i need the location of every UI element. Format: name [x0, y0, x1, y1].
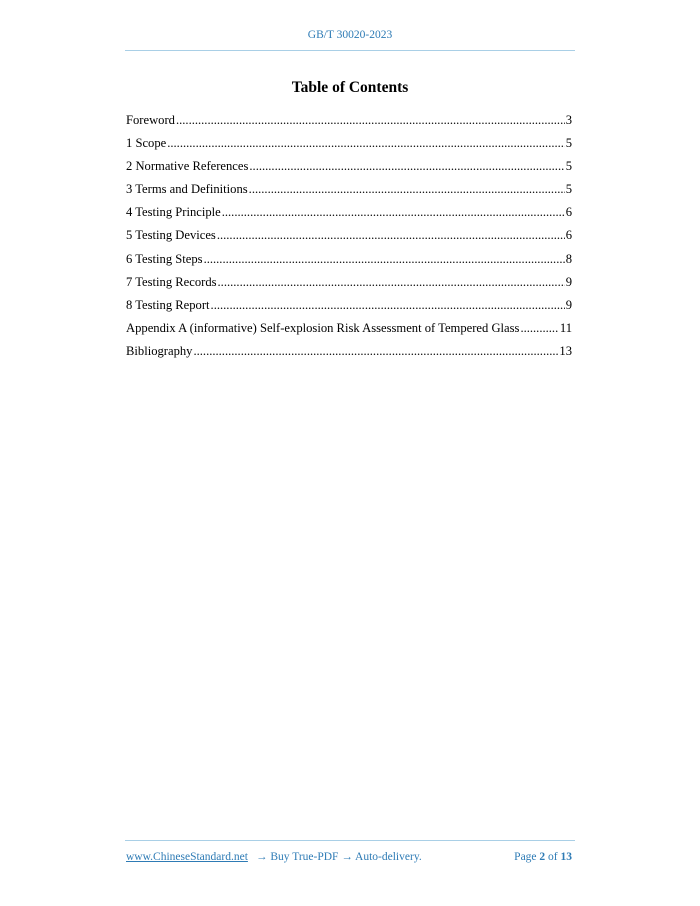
- toc-entry-page: 9: [565, 274, 572, 289]
- toc-entry-page: 9: [565, 297, 572, 312]
- page-footer: [126, 849, 572, 865]
- table-of-contents: [126, 112, 572, 366]
- dot-leader: [218, 274, 565, 290]
- dot-leader: [193, 343, 558, 359]
- dot-leader: [204, 251, 565, 267]
- dot-leader: [249, 158, 564, 174]
- toc-entry-scope[interactable]: [126, 135, 572, 158]
- toc-entry-page: 5: [565, 159, 572, 174]
- toc-entry-page: 5: [565, 136, 572, 151]
- standard-code: GB/T 30020-2023: [307, 29, 393, 41]
- toc-entry-appendix-a[interactable]: [126, 320, 572, 343]
- footer-divider: [125, 840, 575, 841]
- dot-leader: [176, 112, 565, 128]
- toc-entry-normative-references[interactable]: [126, 158, 572, 181]
- toc-entry-bibliography[interactable]: [126, 343, 572, 366]
- toc-entry-page: 5: [565, 182, 572, 197]
- toc-entry-testing-devices[interactable]: [126, 227, 572, 250]
- toc-entry-testing-principle[interactable]: [126, 204, 572, 227]
- toc-entry-page: 13: [559, 343, 572, 358]
- toc-entry-label: 5 Testing Devices: [126, 228, 216, 243]
- toc-entry-terms-and-definitions[interactable]: [126, 181, 572, 204]
- page-current: 2: [539, 851, 546, 863]
- dot-leader: [520, 320, 558, 336]
- toc-entry-label: Foreword: [126, 113, 175, 127]
- toc-entry-testing-records[interactable]: [126, 274, 572, 297]
- toc-entry-label: 2 Normative References: [126, 159, 249, 174]
- toc-entry-testing-report[interactable]: [126, 297, 572, 320]
- toc-entry-label: 3 Terms and Definitions: [126, 182, 248, 197]
- chinese-standard-link[interactable]: www.ChineseStandard.net: [126, 851, 248, 863]
- page-indicator: [514, 849, 572, 865]
- page-word: Page: [514, 851, 537, 863]
- toc-title: Table of Contents: [291, 79, 409, 96]
- dot-leader: [211, 297, 565, 313]
- toc-entry-label: Bibliography: [126, 343, 193, 358]
- footer-tagline: → Buy True-PDF → Auto-delivery.: [256, 851, 422, 863]
- toc-entry-label: 6 Testing Steps: [126, 251, 203, 266]
- toc-entry-label: 4 Testing Principle: [126, 205, 221, 220]
- toc-entry-page: 3: [565, 113, 572, 127]
- dot-leader: [167, 135, 564, 151]
- toc-entry-page: 6: [565, 205, 572, 220]
- toc-entry-page: 8: [565, 251, 572, 266]
- toc-entry-label: 8 Testing Report: [126, 297, 210, 312]
- toc-entry-label: Appendix A (informative) Self-explosion Risk Assessment of Tempered Glass: [126, 320, 520, 335]
- toc-entry-testing-steps[interactable]: [126, 251, 572, 274]
- page-total: 13: [560, 851, 572, 863]
- toc-entry-foreword[interactable]: [126, 112, 572, 135]
- toc-entry-page: 6: [565, 228, 572, 243]
- dot-leader: [249, 181, 565, 197]
- toc-entry-page: 11: [559, 320, 572, 335]
- dot-leader: [222, 204, 565, 220]
- toc-entry-label: 1 Scope: [126, 136, 167, 151]
- toc-entry-label: 7 Testing Records: [126, 274, 217, 289]
- page-of: of: [548, 851, 558, 863]
- dot-leader: [217, 227, 565, 243]
- page-header: [125, 27, 575, 51]
